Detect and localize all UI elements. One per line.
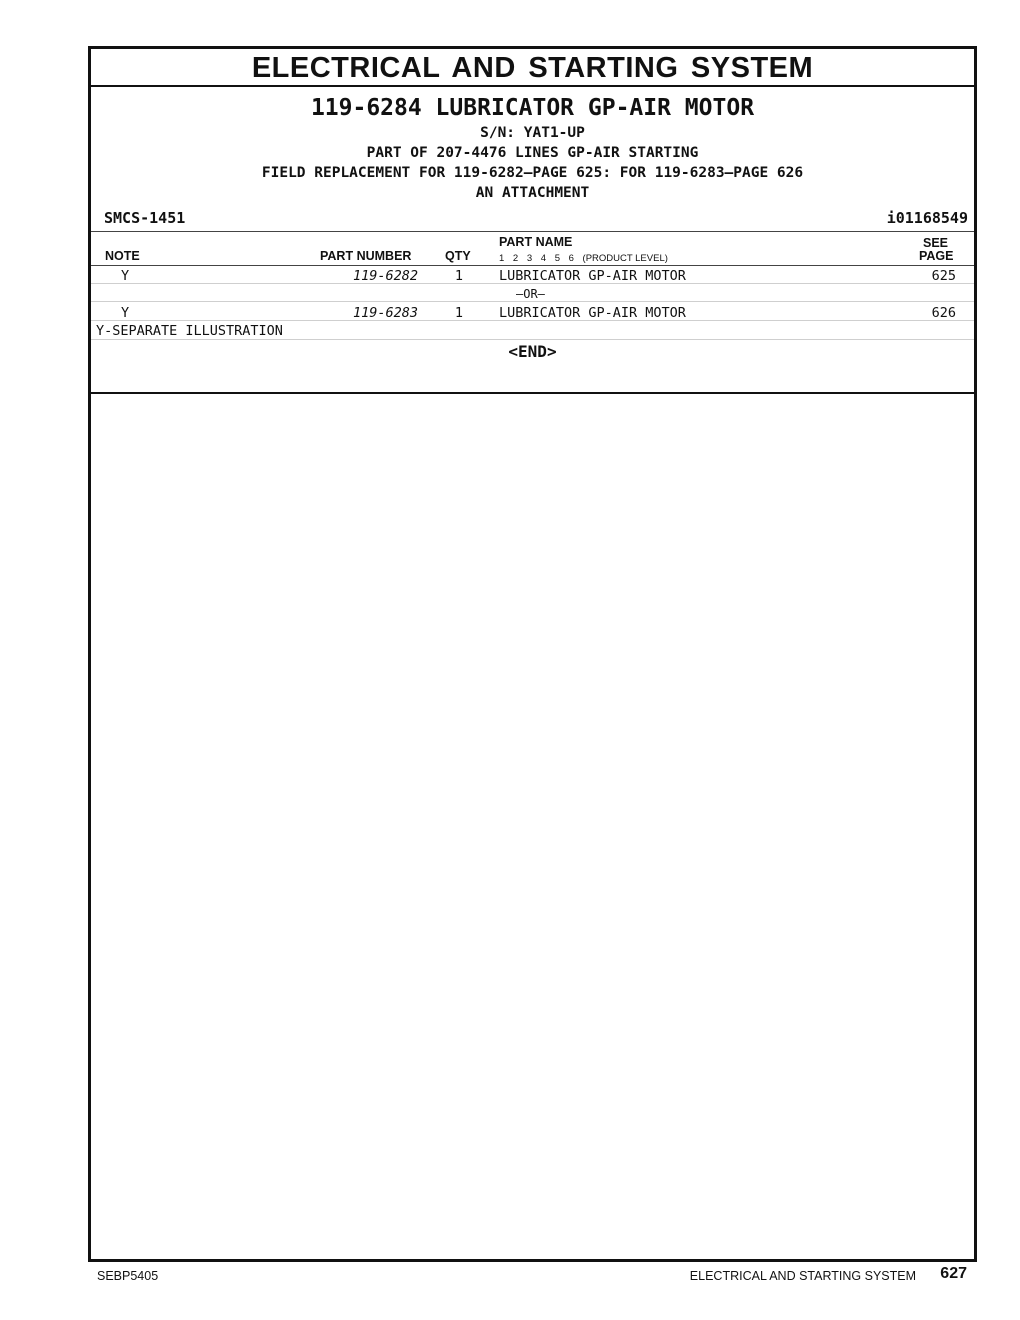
row-part-name: LUBRICATOR GP-AIR MOTOR	[499, 268, 686, 284]
illustration-id: i01168549	[886, 209, 968, 227]
section-title: ELECTRICAL AND STARTING SYSTEM	[91, 49, 974, 87]
note-legend: Y-SEPARATE ILLUSTRATION	[96, 323, 283, 339]
row-divider	[91, 283, 974, 284]
section-bottom-rule	[91, 392, 974, 394]
row-part-number: 119-6283	[352, 305, 418, 321]
row-part-number: 119-6282	[352, 268, 418, 284]
footer-page-number: 627	[940, 1265, 967, 1282]
row-see-page: 626	[931, 305, 956, 321]
row-note: Y	[121, 268, 130, 284]
header-page: PAGE	[919, 249, 954, 263]
row-see-page: 625	[931, 268, 956, 284]
table-top-rule	[91, 231, 974, 232]
field-replacement-line: FIELD REPLACEMENT FOR 119-6282—PAGE 625: FOR 119-6283—PAGE 626	[261, 165, 804, 181]
row-divider	[91, 339, 974, 340]
row-qty: 1	[454, 305, 464, 321]
row-part-name: LUBRICATOR GP-AIR MOTOR	[499, 305, 686, 321]
level-numbers: 1 2 3 4 5 6	[499, 253, 574, 264]
header-note: NOTE	[105, 249, 140, 263]
footer-doc-number: SEBP5405	[97, 1269, 159, 1283]
header-part-number: PART NUMBER	[320, 249, 412, 263]
product-level-label: (PRODUCT LEVEL)	[582, 253, 668, 264]
row-divider	[91, 320, 974, 321]
end-marker: <END>	[508, 342, 557, 361]
part-of-line: PART OF 207-4476 LINES GP-AIR STARTING	[366, 145, 699, 161]
or-separator: —OR—	[516, 287, 545, 301]
smcs-code: SMCS-1451	[104, 209, 186, 227]
row-note: Y	[121, 305, 130, 321]
attachment-line: AN ATTACHMENT	[475, 185, 590, 201]
header-qty: QTY	[445, 249, 471, 263]
header-product-levels	[499, 253, 668, 264]
header-rule	[91, 265, 974, 266]
row-qty: 1	[454, 268, 464, 284]
group-title: 119-6284 LUBRICATOR GP-AIR MOTOR	[310, 95, 755, 121]
footer-section-name: ELECTRICAL AND STARTING SYSTEM	[689, 1269, 916, 1283]
header-part-name: PART NAME	[499, 235, 573, 249]
header-see: SEE	[923, 236, 949, 250]
row-divider	[91, 301, 974, 302]
serial-number-range: S/N: YAT1-UP	[480, 125, 585, 141]
parts-page-frame	[88, 46, 977, 1262]
